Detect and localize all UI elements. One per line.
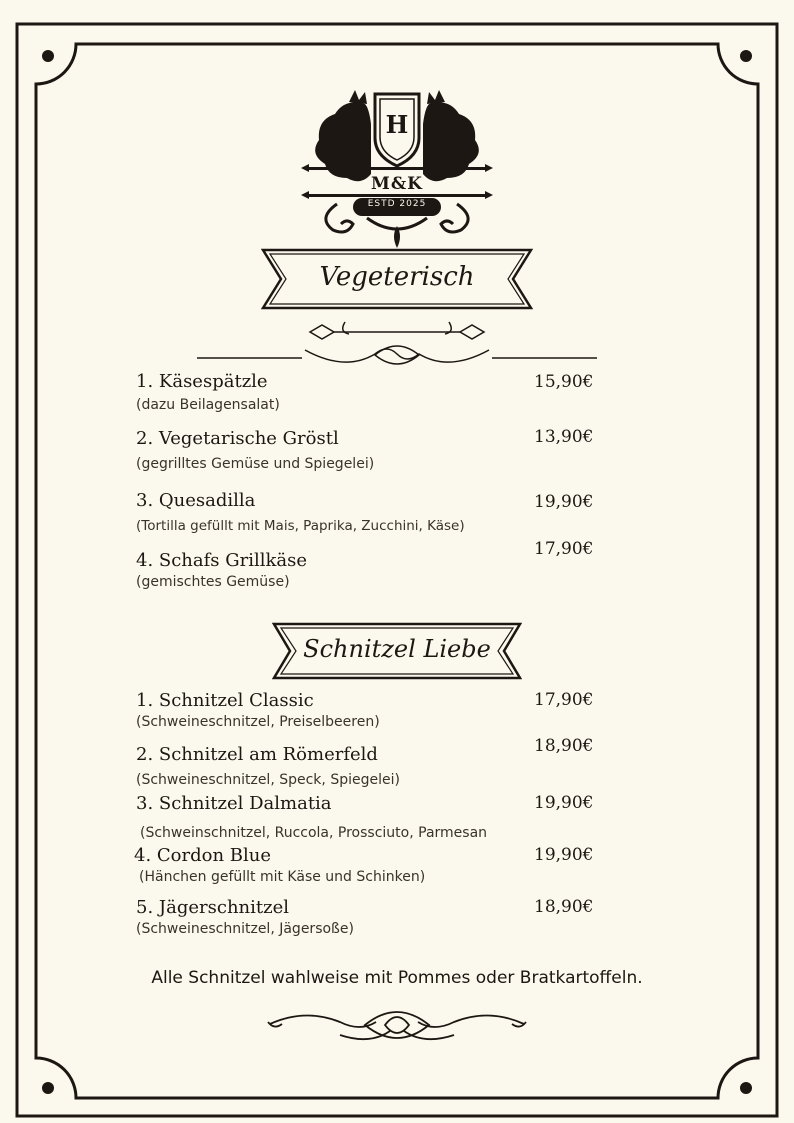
corner-dot-top-left (42, 50, 54, 62)
corner-dot-top-right (740, 50, 752, 62)
item-description: (gemischtes Gemüse) (136, 574, 290, 590)
item-name: 1. Käsespätzle (136, 371, 268, 392)
item-name: 4. Schafs Grillkäse (136, 550, 308, 571)
item-price: 13,90€ (534, 427, 594, 447)
section-title: Vegeterisch (319, 262, 475, 292)
item-price: 15,90€ (534, 372, 594, 392)
item-description: (Hänchen gefüllt mit Käse und Schinken) (139, 869, 426, 885)
item-price: 18,90€ (534, 736, 594, 756)
item-description: (Schweineschnitzel, Jägersoße) (136, 921, 354, 937)
logo-brand: M&K (371, 174, 423, 194)
item-name: 1. Schnitzel Classic (136, 690, 314, 711)
item-price: 19,90€ (534, 793, 594, 813)
corner-dot-bottom-right (740, 1082, 752, 1094)
item-price: 17,90€ (534, 690, 594, 710)
item-name: 3. Quesadilla (136, 490, 256, 511)
ornament-divider-top (197, 322, 597, 364)
section-title: Schnitzel Liebe (303, 635, 491, 663)
item-price: 19,90€ (534, 492, 594, 512)
item-name: 2. Vegetarische Gröstl (136, 428, 339, 449)
section-banner-schnitzel (272, 622, 522, 680)
item-description: (Tortilla gefüllt mit Mais, Paprika, Zucchini, Käse) (136, 518, 465, 534)
item-price: 18,90€ (534, 897, 594, 917)
ornament-divider-bottom (268, 1012, 526, 1039)
item-description: (gegrilltes Gemüse und Spiegelei) (136, 456, 375, 472)
logo-letter: H (385, 110, 409, 139)
item-name: 5. Jägerschnitzel (136, 897, 290, 918)
item-description: (dazu Beilagensalat) (136, 397, 280, 413)
corner-dot-bottom-left (42, 1082, 54, 1094)
logo-established: ESTD 2025 (367, 199, 427, 209)
restaurant-logo (297, 84, 497, 250)
item-description: (Schweineschnitzel, Preiselbeeren) (136, 714, 380, 730)
item-price: 19,90€ (534, 845, 594, 865)
item-description: (Schweinschnitzel, Ruccola, Prossciuto, Parmesan (140, 825, 488, 841)
section-banner-vegetarian (261, 248, 533, 310)
item-description: (Schweineschnitzel, Speck, Spiegelei) (136, 772, 400, 788)
item-name: 3. Schnitzel Dalmatia (136, 793, 332, 814)
item-price: 17,90€ (534, 539, 594, 559)
item-name: 4. Cordon Blue (134, 845, 272, 866)
item-name: 2. Schnitzel am Römerfeld (136, 744, 378, 765)
footer-note: Alle Schnitzel wahlweise mit Pommes oder Bratkartoffeln. (151, 968, 643, 988)
lion-crest-icon (297, 84, 497, 250)
